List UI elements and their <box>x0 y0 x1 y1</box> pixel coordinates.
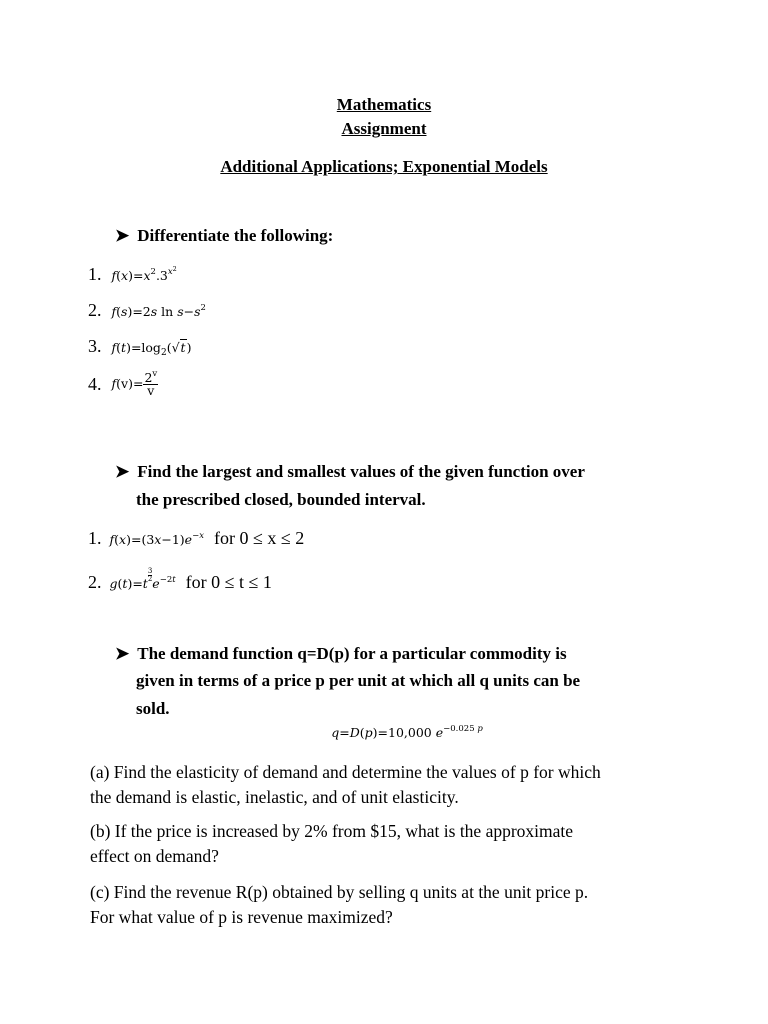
section1-item-4 <box>88 369 158 398</box>
section1-item-2 <box>88 300 206 321</box>
part-a-line1: (a) Find the elasticity of demand and determine the values of p for which <box>90 762 601 782</box>
interval-text: for 0 ≤ t ≤ 1 <box>185 572 272 592</box>
part-b <box>90 819 720 869</box>
section2-heading-row <box>115 458 585 486</box>
assignment-title: Assignment <box>341 119 427 138</box>
section2-item-1 <box>88 528 304 549</box>
part-a <box>90 760 720 810</box>
arrowhead-bullet-icon: ➤ <box>115 644 130 663</box>
section3-heading-row <box>115 640 567 668</box>
arrowhead-bullet-icon: ➤ <box>115 226 130 245</box>
part-b-line1: (b) If the price is increased by 2% from $15, what is the approximate <box>90 821 574 841</box>
item-number: 2. <box>88 572 102 592</box>
section3-heading-line3: sold. <box>136 699 170 718</box>
formula-fx-interval: $f(x)=(3x-1)e^{-x}$ <box>109 531 204 547</box>
section2-item-2 <box>88 568 272 593</box>
part-a-line2: the demand is elastic, inelastic, and of unit elasticity. <box>90 787 459 807</box>
item-number: 3. <box>88 336 102 356</box>
part-c-line1: (c) Find the revenue R(p) obtained by selling q units at the unit price p. <box>90 882 589 902</box>
section1-item-1 <box>88 264 177 285</box>
arrowhead-bullet-icon: ➤ <box>115 462 130 481</box>
section3-heading-line1: The demand function q=D(p) for a particular commodity is <box>137 644 567 663</box>
demand-equation: q=D(p)=10,000 $e^{-0.025 p}$ <box>331 724 483 740</box>
topic-title: Additional Applications; Exponential Models <box>220 157 548 176</box>
section2-heading-line1: Find the largest and smallest values of the given function over <box>137 462 585 481</box>
section3-heading-line2: given in terms of a price p per unit at which all q units can be <box>136 671 581 690</box>
item-number: 1. <box>88 264 102 284</box>
formula-ft: $f(t)=\log_2(√t)$ <box>111 340 192 358</box>
formula-fv: f(v)= $\frac{2^v}{v}$ <box>111 369 158 398</box>
item-number: 2. <box>88 300 102 320</box>
item-number: 1. <box>88 528 102 548</box>
item-number: 4. <box>88 374 102 394</box>
section1-heading-row <box>115 222 333 250</box>
interval-text: for 0 ≤ x ≤ 2 <box>213 528 305 548</box>
subject-title: Mathematics <box>336 95 432 114</box>
formula-fx: $f(x)=x^2.3^{x^2}$ <box>111 265 177 283</box>
part-b-line2: effect on demand? <box>90 846 219 866</box>
formula-gt-interval: g(t)=t $^{\frac{3}{2}}$ $e^{-2t}$ <box>109 567 176 591</box>
section2-heading-line2: the prescribed closed, bounded interval. <box>136 490 426 509</box>
section1-heading: Differentiate the following: <box>137 226 334 245</box>
part-c <box>90 880 720 930</box>
section1-item-3 <box>88 336 191 358</box>
part-c-line2: For what value of p is revenue maximized? <box>90 907 393 927</box>
formula-fs: f(s)=2s $\ln s-s^2$ <box>111 303 206 319</box>
